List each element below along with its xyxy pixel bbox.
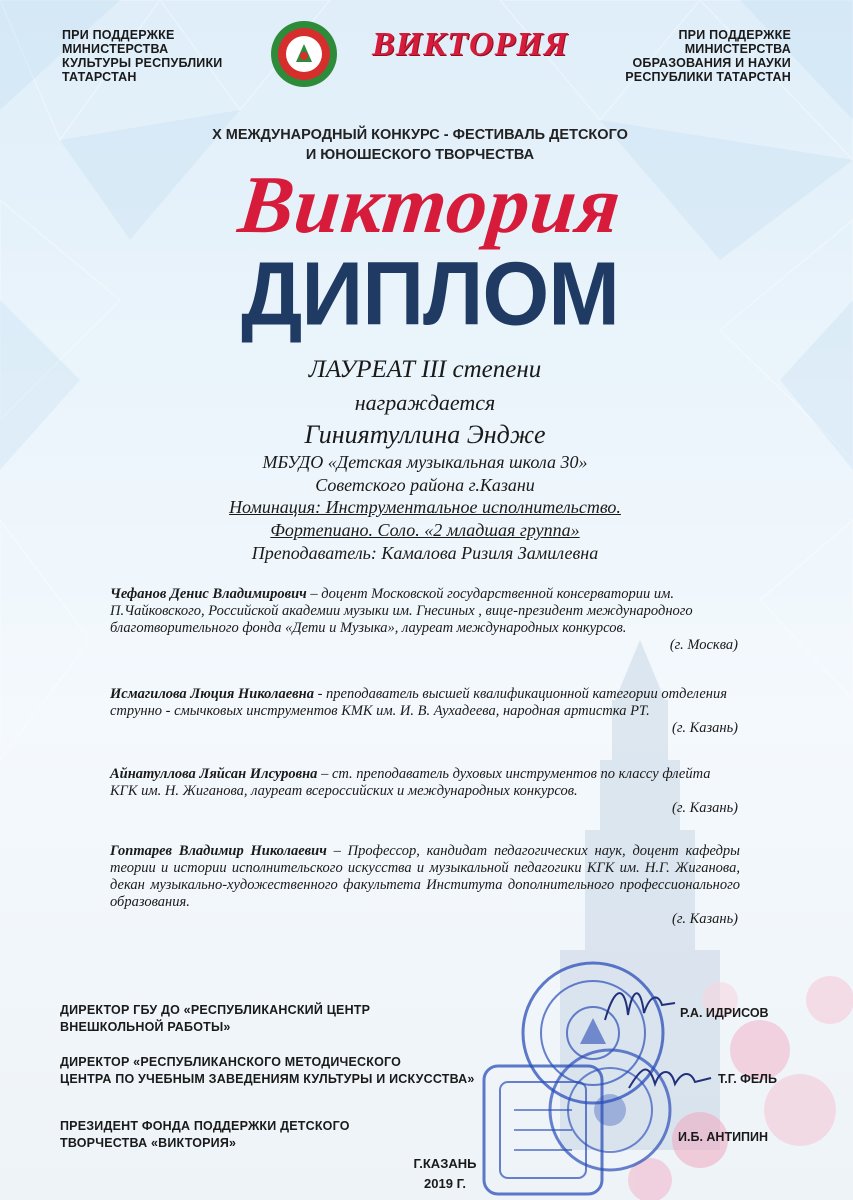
sponsor-left-line: ТАТАРСТАН — [62, 70, 137, 84]
signature-title — [60, 1118, 350, 1152]
sponsor-left-line: МИНИСТЕРСТВА — [62, 42, 169, 56]
jury-desc: – доцент Московской государственной консерватории им. П.Чайковского, Российской академии музыки им. Гнесиных , вице-президент международного благотворительного фонда «Дети и Музыка», лауреат международных конкурсов. — [110, 586, 693, 636]
sponsor-left-line: КУЛЬТУРЫ РЕСПУБЛИКИ — [62, 56, 223, 70]
award-rank: ЛАУРЕАТ III степени — [308, 356, 542, 383]
logo-text: ВИКТОРИЯ — [372, 26, 569, 63]
signature-icon — [625, 1058, 715, 1098]
signature-title — [60, 1002, 370, 1036]
sponsor-right-line: ОБРАЗОВАНИЯ И НАУКИ — [632, 56, 791, 70]
signature-title-line: ПРЕЗИДЕНТ ФОНДА ПОДДЕРЖКИ ДЕТСКОГО — [60, 1119, 350, 1133]
jury-name: Исмагилова Люция Николаевна — [110, 686, 314, 702]
jury-city: (г. Казань) — [672, 720, 738, 736]
jury-desc: – Профессор, кандидат педагогических наук, доцент кафедры теории и истории исполнительского искусства и музыкальной педагогики КГК им. Н.Г. Жиганова, декан музыкально-художественного факультета Института дополнительного профессионального образования. — [110, 843, 740, 910]
signature-title-line: ЦЕНТРА ПО УЧЕБНЫМ ЗАВЕДЕНИЯМ КУЛЬТУРЫ И ИСКУССТВА» — [60, 1072, 475, 1086]
award-awarded: награждается — [354, 390, 496, 415]
victoria-logo — [372, 26, 569, 64]
award-teacher: Преподаватель: Камалова Ризиля Замилевна — [251, 543, 599, 563]
sponsor-right-line: МИНИСТЕРСТВА — [684, 42, 791, 56]
signature-title-line: ДИРЕКТОР ГБУ ДО «РЕСПУБЛИКАНСКИЙ ЦЕНТР — [60, 1003, 371, 1017]
place: Г.КАЗАНЬ — [413, 1156, 477, 1171]
signature-name: Т.Г. ФЕЛЬ — [718, 1072, 777, 1086]
jury-city: (г. Казань) — [672, 911, 738, 927]
award-nomination: Фортепиано. Соло. «2 младшая группа» — [270, 520, 580, 540]
diploma-title: ДИПЛОМ — [241, 243, 619, 345]
signature-title-line: ВНЕШКОЛЬНОЙ РАБОТЫ» — [60, 1020, 231, 1034]
festival-line: X МЕЖДУНАРОДНЫЙ КОНКУРС - ФЕСТИВАЛЬ ДЕТСКОГО — [212, 127, 628, 143]
sponsor-left-line: ПРИ ПОДДЕРЖКЕ — [62, 28, 175, 42]
award-school: МБУДО «Детская музыкальная школа 30» — [262, 452, 588, 472]
jury-city: (г. Москва) — [669, 637, 738, 653]
jury-item — [110, 843, 740, 928]
signature-name: И.Б. АНТИПИН — [678, 1130, 769, 1144]
sponsor-right-line: РЕСПУБЛИКИ ТАТАРСТАН — [625, 70, 791, 84]
jury-item — [110, 766, 740, 817]
signature-title — [60, 1054, 475, 1088]
jury-desc: - преподаватель высшей квалификационной категории отделения струнно - смычковых инструментов КМК им. И. В. Аухадеева, народная артистка РТ. — [110, 686, 727, 719]
tatarstan-emblem-icon — [268, 18, 340, 90]
jury-desc: – ст. преподаватель духовых инструментов по классу флейта КГК им. Н. Жиганова, лауреат всероссийских и международных конкурсов. — [110, 766, 711, 799]
award-district: Советского района г.Казани — [315, 475, 535, 495]
sponsor-right — [625, 28, 791, 84]
signature-icon — [600, 975, 680, 1035]
sponsor-left — [62, 28, 223, 84]
signature-title-line: ТВОРЧЕСТВА «ВИКТОРИЯ» — [60, 1136, 237, 1150]
jury-item — [110, 586, 740, 654]
jury-name: Гоптарев Владимир Николаевич — [110, 843, 327, 859]
jury-city: (г. Казань) — [672, 800, 738, 816]
jury-item — [110, 686, 740, 737]
signature-name: Р.А. ИДРИСОВ — [680, 1006, 769, 1020]
signature-title-line: ДИРЕКТОР «РЕСПУБЛИКАНСКОГО МЕТОДИЧЕСКОГО — [60, 1055, 402, 1069]
award-recipient: Гиниятуллина Энджe — [304, 420, 546, 449]
jury-name: Айнатуллова Ляйсан Илсуровна — [110, 766, 318, 782]
script-title: Виктория — [234, 159, 626, 250]
year: 2019 Г. — [424, 1176, 466, 1191]
jury-name: Чефанов Денис Владимирович — [110, 586, 307, 602]
sponsor-right-line: ПРИ ПОДДЕРЖКЕ — [678, 28, 791, 42]
festival-line: И ЮНОШЕСКОГО ТВОРЧЕСТВА — [305, 147, 535, 163]
award-nomination: Номинация: Инструментальное исполнительство. — [229, 497, 621, 517]
